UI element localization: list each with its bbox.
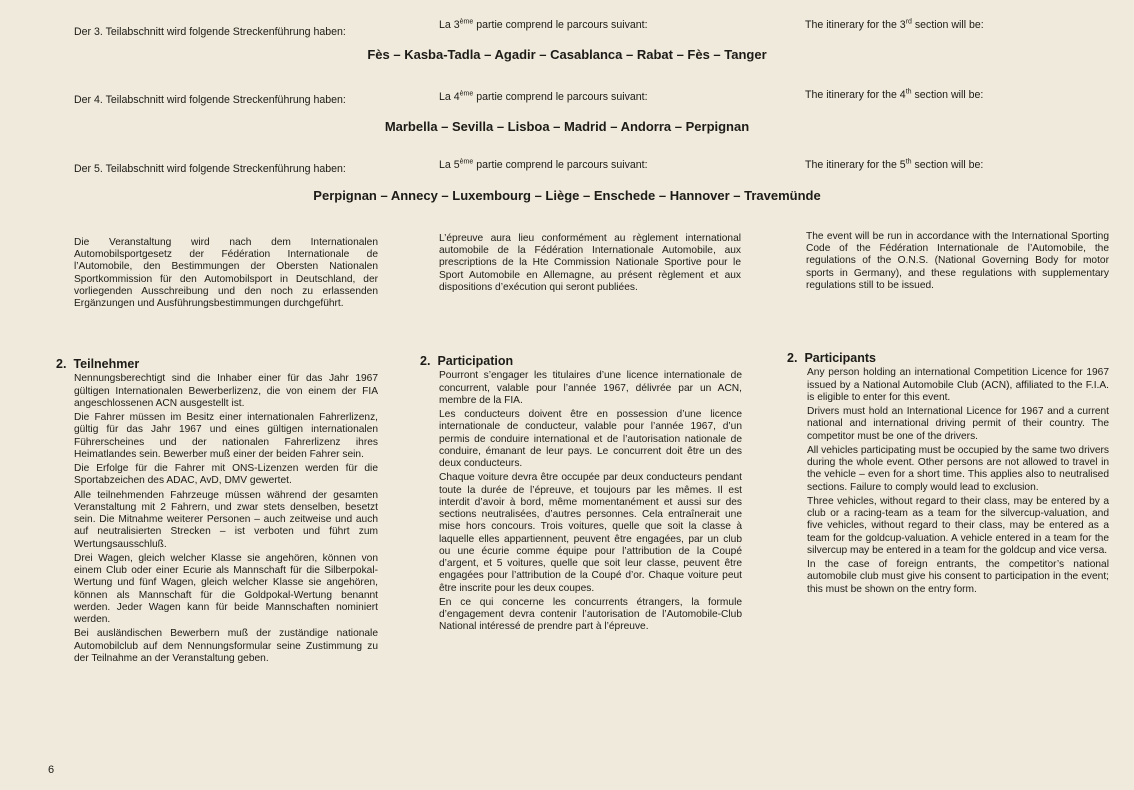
- section-2-en: [787, 352, 1109, 598]
- page-number: 6: [48, 764, 55, 776]
- section-2-en-paragraph: In the case of foreign entrants, the competitor’s national automobile club must give his consent to participation in the event; this must be shown on the entry form.: [807, 559, 1109, 595]
- section-2-de: [56, 358, 378, 667]
- section-2-de-paragraph: Die Fahrer müssen im Besitz einer internationalen Fahrerlizenz, gültig für das Jahr 1967 und eines gültigen internationalen Führerscheines und der nationalen Fahrerlizenz ihres Heimatlandes sein. Bewerber muß einer der beiden Fahrer sein.: [74, 412, 378, 460]
- section-2-en-heading: 2. Participants: [787, 351, 876, 365]
- section-2-de-paragraph: Die Erfolge für die Fahrer mit ONS-Lizenzen werden für die Sportabzeichen des ADAC, AvD, DMV gewertet.: [74, 463, 378, 487]
- section-2-de-paragraph: Nennungsberechtigt sind die Inhaber einer für das Jahr 1967 gültigen Internationalen Bewerberlizenz, die von einem der FIA angeschlossenen ACN ausgestellt ist.: [74, 373, 378, 409]
- route-3-intro-fr: La 3ème partie comprend le parcours suivant:: [439, 18, 648, 31]
- route-3-intro-en: The itinerary for the 3rd section will be:: [805, 18, 984, 31]
- section-2-de-paragraph: Alle teilnehmenden Fahrzeuge müssen während der gesamten Veranstaltung mit 2 Fahrern, und zwar stets denselben, besetzt sein. Die Mitnahme weiterer Personen – auch zeitweise und auch auf neutralisierten Strecken – ist verboten und führt zum Wertungsausschluß.: [74, 489, 378, 550]
- route-4-intro-en: The itinerary for the 4th section will be:: [805, 88, 984, 101]
- section-2-fr: [420, 355, 742, 636]
- section-2-de-paragraph: Drei Wagen, gleich welcher Klasse sie angehören, können von einem Club oder einer Ecurie als Mannschaft für die Silberpokal-Wertung und fünf Wagen, gleich welcher Klasse sie angehören, können als Mannschaft für die Goldpokal-Wertung benannt werden. Jeder Wagen kann für beide Mannschaften nominiert werden.: [74, 552, 378, 625]
- section-2-en-paragraph: All vehicles participating must be occupied by the same two drivers during the whole event. Other persons are not allowed to travel in the vehicle – even for a short time. This applies also to neutralised sections. Failure to comply would lead to exclusion.: [807, 444, 1109, 493]
- section-2-fr-paragraph: Chaque voiture devra être occupée par deux conducteurs pendant toute la durée de l’épreuve, et toujours par les mêmes. Il est interdit d’avoir à bord, même momentanément et aussi sur des sections neutralisées, d’autres personnes. Cela entraînerait une mise hors concours. Trois voitures, quelle que soit la classe à laquelle elles appartiennent, peuvent être engagées, par un club ou une écurie comme équipe pour l’attribution de la Coupé d’argent, et 5 voitures, quelle que soit leur classe, peuvent être engagées pour l’attribution de la Coupé d’or. Chaque voiture peut être inscrite pour les deux coupes.: [439, 472, 742, 594]
- route-4-intro-fr: La 4ème partie comprend le parcours suivant:: [439, 90, 648, 103]
- route-5-intro-fr: La 5ème partie comprend le parcours suivant:: [439, 158, 648, 171]
- section-2-de-paragraph: Bei ausländischen Bewerbern muß der zuständige nationale Automobilclub auf dem Nennungsformular seine Zustimmung zu der Teilnahme an der Veranstaltung geben.: [74, 628, 378, 664]
- route-5-itinerary: Perpignan – Annecy – Luxembourg – Liège – Enschede – Hannover – Travemünde: [313, 188, 821, 203]
- route-3-intro-de: Der 3. Teilabschnitt wird folgende Streckenführung haben:: [74, 26, 346, 38]
- route-4-itinerary: Marbella – Sevilla – Lisboa – Madrid – Andorra – Perpignan: [384, 119, 750, 134]
- section-2-de-heading: 2. Teilnehmer: [56, 357, 140, 371]
- section-2-fr-heading: 2. Participation: [420, 354, 514, 368]
- route-5-intro-de: Der 5. Teilabschnitt wird folgende Streckenführung haben:: [74, 163, 346, 175]
- section-2-en-paragraph: Any person holding an international Competition Licence for 1967 issued by a National Automobile Club (ACN), affiliated to the F.I.A. is eligible to enter for this event.: [807, 367, 1109, 403]
- route-3-itinerary: Fès – Kasba-Tadla – Agadir – Casablanca – Rabat – Fès – Tanger: [367, 47, 767, 62]
- section-2-fr-paragraph: En ce qui concerne les concurrents étrangers, la formule d’engagement devra contenir l’autorisation de l’Automobile-Club National intéressé de prendre part à l’épreuve.: [439, 596, 742, 633]
- section-2-en-paragraph: Drivers must hold an International Licence for 1967 and a current national and international driving permit of their country. The competitor must be one of the drivers.: [807, 406, 1109, 442]
- rules-paragraph-fr: L’épreuve aura lieu conformément au règlement international automobile de la Fédération Internationale Automobile, aux prescriptions de la Hte Commission Nationale Sportive pour le Sport Automobile en Allemagne, au présent règlement et aux dispositions d’exécution qui seront publiées.: [439, 233, 741, 293]
- section-2-fr-paragraph: Les conducteurs doivent être en possession d’une licence internationale de conducteur, valable pour l’année 1967, d’un permis de conduire international et de l’autorisation nationale de conduire, émanant de leur pays. Le concurrent doit être un des deux conducteurs.: [439, 409, 742, 469]
- route-4-intro-de: Der 4. Teilabschnitt wird folgende Streckenführung haben:: [74, 94, 346, 106]
- rules-paragraph-en: The event will be run in accordance with the International Sporting Code of the Fédération Internationale de l’Automobile, the regulations of the O.N.S. (National Governing Body for motor sports in Germany), and these regulations with supplementary regulations still to be issued.: [806, 231, 1109, 291]
- section-2-en-paragraph: Three vehicles, without regard to their class, may be entered by a club or a racing-team as a team for the silvercup-valuation, and five vehicles, without regard to their class, may be entered as a team for the goldcup-valuation. A vehicle entered in a team for the silvercup may be entered in a team for the goldcup and vice versa.: [807, 495, 1109, 556]
- route-5-intro-en: The itinerary for the 5th section will be:: [805, 158, 984, 171]
- section-2-fr-paragraph: Pourront s’engager les titulaires d’une licence internationale de concurrent, valable pour l’année 1967, délivrée par un ACN, membre de la FIA.: [439, 370, 742, 406]
- rules-paragraph-de: Die Veranstaltung wird nach dem Internationalen Automobilsportgesetz der Fédération Internationale de l’Automobile, den Bestimmungen der Obersten Nationalen Sportkommission für den Automobilsport in Deutschland, der vorliegenden Ausschreibung und den noch zu erlassenden Ergänzungen und Ausführungsbestimmungen durchgeführt.: [74, 237, 378, 310]
